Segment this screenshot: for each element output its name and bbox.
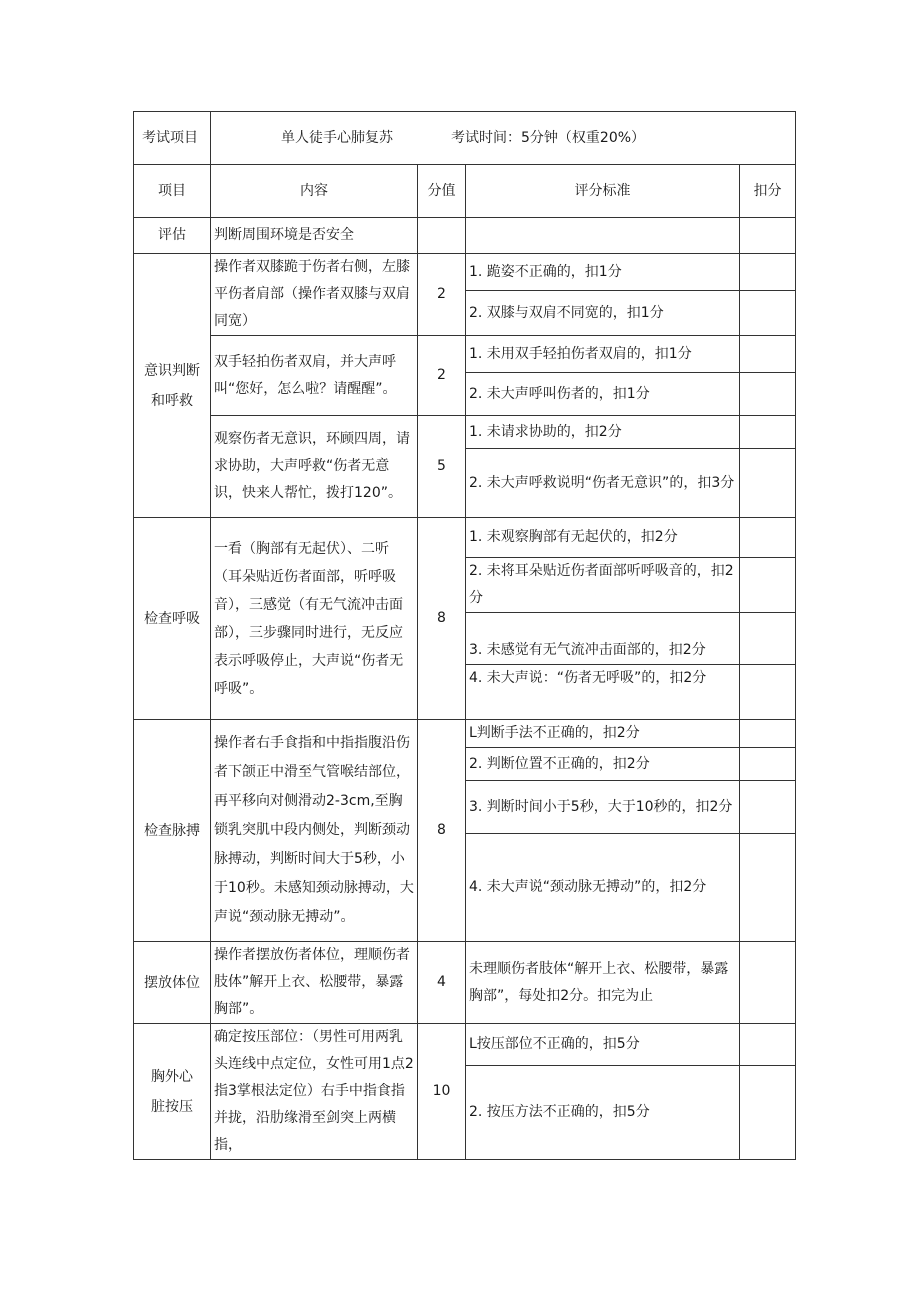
criteria-cell: 2. 双膝与双肩不同宽的，扣1分 (466, 291, 740, 336)
exam-time: 考试时间：5分钟（权重20%） (451, 129, 646, 146)
deduction-cell[interactable] (740, 336, 796, 373)
criteria-cell: 1. 跪姿不正确的，扣1分 (466, 254, 740, 291)
criteria-cell: 未理顺伤者肢体“解开上衣、松腰带，暴露胸部”，每处扣2分。扣完为止 (466, 942, 740, 1024)
criteria-cell: 1. 未用双手轻拍伤者双肩的，扣1分 (466, 336, 740, 373)
criteria-cell: 2. 未大声呼救说明“伤者无意识”的，扣3分 (466, 449, 740, 518)
deduction-cell[interactable] (740, 218, 796, 254)
content-cell: 判断周围环境是否安全 (211, 218, 418, 254)
deduction-cell[interactable] (740, 613, 796, 665)
exam-title (211, 112, 796, 165)
section-position: 摆放体位 (134, 942, 211, 1024)
section-consciousness: 意识判断和呼救 (134, 254, 211, 518)
content-cell: 操作者双膝跪于伤者右侧，左膝平伤者肩部（操作者双膝与双肩同宽） (211, 254, 418, 336)
score-cell (418, 218, 466, 254)
criteria-cell: L判断手法不正确的，扣2分 (466, 720, 740, 748)
content-cell: 操作者右手食指和中指指腹沿伤者下颌正中滑至气管喉结部位，再平移向对侧滑动2-3cm,至胸锁乳突肌中段内侧处，判断颈动脉搏动，判断时间大于5秒，小于10秒。未感知颈动脉搏动，大声说“颈动脉无搏动”。 (211, 720, 418, 942)
criteria-cell: 4. 未大声说：“伤者无呼吸”的，扣2分 (466, 665, 740, 720)
criteria-cell: 3. 判断时间小于5秒，大于10秒的，扣2分 (466, 781, 740, 834)
deduction-cell[interactable] (740, 720, 796, 748)
deduction-cell[interactable] (740, 254, 796, 291)
deduction-cell[interactable] (740, 665, 796, 720)
col-header-deduction: 扣分 (740, 165, 796, 218)
criteria-cell: 2. 未大声呼叫伤者的，扣1分 (466, 373, 740, 416)
deduction-cell[interactable] (740, 748, 796, 781)
deduction-cell[interactable] (740, 1024, 796, 1066)
deduction-cell[interactable] (740, 449, 796, 518)
col-header-criteria: 评分标准 (466, 165, 740, 218)
score-cell: 5 (418, 416, 466, 518)
section-pulse: 检查脉搏 (134, 720, 211, 942)
section-compression: 胸外心脏按压 (134, 1024, 211, 1160)
deduction-cell[interactable] (740, 834, 796, 942)
criteria-cell: 1. 未观察胸部有无起伏的，扣2分 (466, 518, 740, 558)
criteria-cell (466, 218, 740, 254)
criteria-cell: 4. 未大声说“颈动脉无搏动”的，扣2分 (466, 834, 740, 942)
deduction-cell[interactable] (740, 781, 796, 834)
score-cell: 10 (418, 1024, 466, 1160)
deduction-cell[interactable] (740, 373, 796, 416)
section-assessment: 评估 (134, 218, 211, 254)
criteria-cell: 2. 按压方法不正确的，扣5分 (466, 1066, 740, 1160)
col-header-content: 内容 (211, 165, 418, 218)
score-cell: 2 (418, 254, 466, 336)
deduction-cell[interactable] (740, 558, 796, 613)
criteria-cell: 3. 未感觉有无气流冲击面部的，扣2分 (466, 613, 740, 665)
content-cell: 操作者摆放伤者体位，理顺伤者肢体”解开上衣、松腰带，暴露胸部”。 (211, 942, 418, 1024)
criteria-cell: L按压部位不正确的，扣5分 (466, 1024, 740, 1066)
col-header-item: 项目 (134, 165, 211, 218)
criteria-cell: 2. 判断位置不正确的，扣2分 (466, 748, 740, 781)
score-cell: 2 (418, 336, 466, 416)
criteria-cell: 1. 未请求协助的，扣2分 (466, 416, 740, 449)
exam-name: 单人徒手心肺复苏 (281, 129, 393, 146)
deduction-cell[interactable] (740, 518, 796, 558)
content-cell: 确定按压部位：（男性可用两乳头连线中点定位，女性可用1点2指3掌根法定位）右手中指食指并拢，沿肋缘滑至剑突上两横指， (211, 1024, 418, 1160)
deduction-cell[interactable] (740, 291, 796, 336)
col-header-score: 分值 (418, 165, 466, 218)
deduction-cell[interactable] (740, 416, 796, 449)
criteria-cell: 2. 未将耳朵贴近伤者面部听呼吸音的，扣2分 (466, 558, 740, 613)
scoring-table (133, 111, 796, 1160)
section-breathing: 检查呼吸 (134, 518, 211, 720)
content-cell: 双手轻拍伤者双肩，并大声呼叫“您好，怎么啦？请醒醒”。 (211, 336, 418, 416)
content-cell: 观察伤者无意识，环顾四周，请求协助，大声呼救“伤者无意识，快来人帮忙，拨打120”。 (211, 416, 418, 518)
deduction-cell[interactable] (740, 942, 796, 1024)
score-cell: 8 (418, 518, 466, 720)
score-cell: 8 (418, 720, 466, 942)
score-cell: 4 (418, 942, 466, 1024)
exam-item-label: 考试项目 (134, 112, 211, 165)
content-cell: 一看（胸部有无起伏）、二听（耳朵贴近伤者面部，听呼吸音），三感觉（有无气流冲击面部），三步骤同时进行，无反应表示呼吸停止，大声说“伤者无呼吸”。 (211, 518, 418, 720)
deduction-cell[interactable] (740, 1066, 796, 1160)
